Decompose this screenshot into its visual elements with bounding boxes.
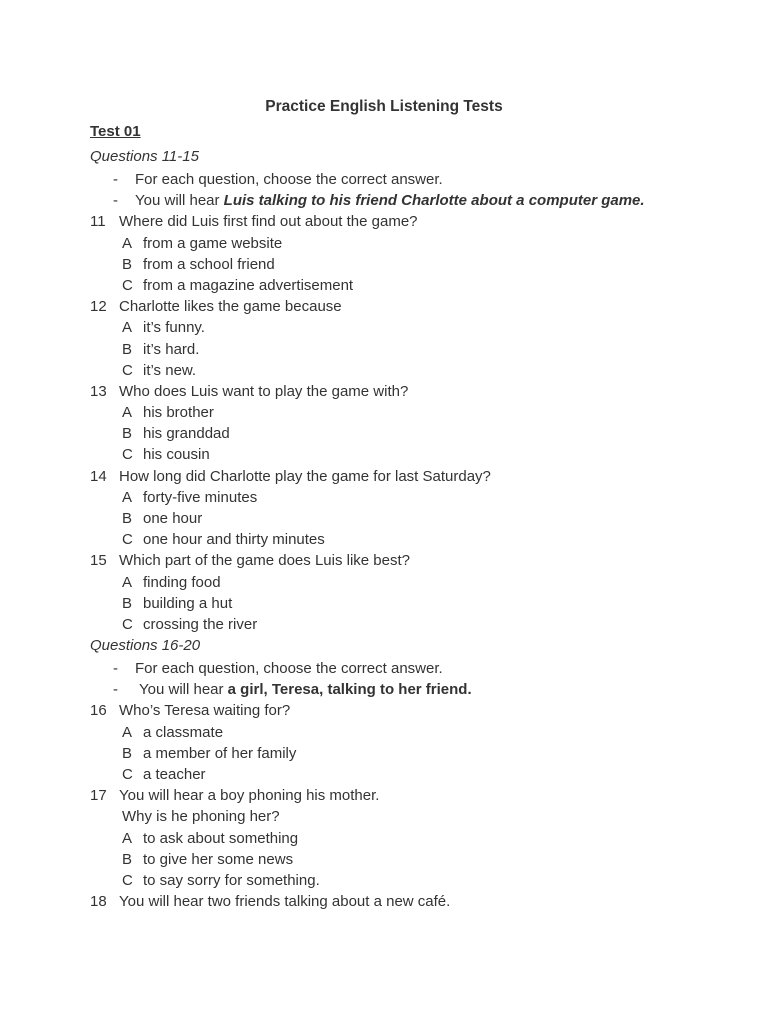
question-row — [90, 296, 730, 317]
option-letter: A — [122, 829, 133, 847]
section-heading: Questions 16-20 — [90, 637, 201, 654]
question-number: 17 — [90, 787, 107, 805]
bullet-dash: - — [113, 660, 118, 677]
option-row — [90, 849, 730, 870]
instruction-line — [90, 658, 730, 679]
option-text: a classmate — [143, 723, 224, 741]
instruction-text — [139, 679, 472, 700]
question-number: 18 — [90, 893, 107, 911]
option-letter: C — [122, 765, 133, 783]
option-letter: A — [122, 723, 133, 741]
option-text: from a magazine advertisement — [143, 276, 354, 294]
instruction-emphasis: Luis talking to his friend Charlotte about a computer game. — [223, 192, 645, 210]
option-letter: B — [122, 425, 133, 443]
option-text: to ask about something — [143, 829, 299, 847]
question-text: Which part of the game does Luis like best? — [119, 552, 410, 570]
section-questions-11-15 — [90, 145, 730, 635]
instruction-line — [90, 169, 730, 190]
option-letter: C — [122, 446, 133, 464]
question-number: 15 — [90, 552, 107, 570]
question-number: 13 — [90, 382, 107, 400]
question-row-continued — [90, 806, 730, 827]
option-letter: A — [122, 404, 133, 422]
option-letter: C — [122, 871, 133, 889]
question-number: 11 — [90, 213, 106, 231]
question-text: You will hear a boy phoning his mother. — [119, 787, 380, 805]
option-text: crossing the river — [143, 615, 258, 633]
option-text: a member of her family — [143, 744, 297, 762]
instruction-line — [90, 190, 730, 211]
option-text: it’s new. — [143, 361, 197, 379]
question-text-line2: Why is he phoning her? — [122, 808, 280, 826]
instruction-line — [90, 679, 730, 700]
option-row — [90, 764, 730, 785]
option-text: his brother — [143, 404, 214, 422]
option-row — [90, 870, 730, 891]
option-letter: B — [122, 744, 133, 762]
option-text: one hour — [143, 510, 203, 527]
option-text: his granddad — [143, 425, 230, 443]
question-row — [90, 891, 730, 912]
question-text: Where did Luis first find out about the game? — [119, 213, 418, 231]
question-number: 14 — [90, 467, 107, 485]
bullet-dash: - — [113, 681, 118, 699]
option-row — [90, 275, 730, 296]
option-row — [90, 444, 730, 465]
option-row — [90, 402, 730, 423]
option-letter: B — [122, 255, 133, 273]
instruction-text — [135, 190, 645, 211]
option-row — [90, 233, 730, 254]
option-text: building a hut — [143, 594, 233, 612]
option-row — [90, 722, 730, 743]
option-row — [90, 529, 730, 550]
option-letter: C — [122, 361, 133, 379]
instruction-text: For each question, choose the correct answer. — [135, 171, 443, 188]
option-row — [90, 317, 730, 338]
option-row — [90, 828, 730, 849]
option-text: from a game website — [143, 234, 283, 252]
option-letter: C — [122, 531, 133, 549]
option-text: from a school friend — [143, 255, 275, 273]
option-row — [90, 593, 730, 614]
question-text: Who does Luis want to play the game with? — [119, 382, 409, 400]
option-text: finding food — [143, 573, 221, 591]
test-label: Test 01 — [90, 123, 141, 140]
instruction-emphasis: a girl, Teresa, talking to her friend. — [227, 681, 472, 699]
bullet-dash: - — [113, 192, 118, 210]
option-text: his cousin — [143, 446, 210, 464]
question-row — [90, 211, 730, 232]
option-letter: A — [122, 488, 133, 506]
option-letter: B — [122, 340, 133, 358]
question-row — [90, 466, 730, 487]
option-text: forty-five minutes — [143, 488, 258, 506]
question-number: 16 — [90, 702, 107, 720]
option-row — [90, 614, 730, 635]
option-letter: C — [122, 276, 133, 294]
option-row — [90, 572, 730, 593]
instruction-prefix: You will hear — [135, 192, 224, 210]
option-letter: A — [122, 573, 133, 591]
option-row — [90, 508, 730, 529]
option-row — [90, 423, 730, 444]
option-letter: C — [122, 615, 133, 633]
option-row — [90, 339, 730, 360]
section-questions-16-20 — [90, 634, 730, 912]
question-row — [90, 381, 730, 402]
option-letter: B — [122, 510, 133, 527]
question-row — [90, 785, 730, 806]
option-letter: B — [122, 850, 133, 868]
option-row — [90, 743, 730, 764]
option-text: to say sorry for something. — [143, 871, 320, 889]
option-text: one hour and thirty minutes — [143, 531, 325, 549]
question-row — [90, 550, 730, 571]
instruction-text: For each question, choose the correct answer. — [135, 660, 443, 677]
page-title: Practice English Listening Tests — [265, 98, 503, 115]
question-text: How long did Charlotte play the game for last Saturday? — [119, 467, 491, 485]
instruction-prefix: You will hear — [139, 681, 228, 699]
question-text: You will hear two friends talking about a new café. — [119, 893, 451, 911]
option-letter: A — [122, 319, 133, 337]
question-text: Who’s Teresa waiting for? — [119, 702, 291, 720]
section-heading: Questions 11-15 — [90, 148, 199, 165]
option-row — [90, 360, 730, 381]
option-text: it’s funny. — [143, 319, 205, 337]
option-row — [90, 254, 730, 275]
bullet-dash: - — [113, 171, 118, 188]
question-text: Charlotte likes the game because — [119, 298, 342, 316]
option-text: it’s hard. — [143, 340, 200, 358]
question-number: 12 — [90, 298, 107, 316]
option-text: a teacher — [143, 765, 206, 783]
option-letter: B — [122, 594, 133, 612]
question-row — [90, 700, 730, 721]
option-text: to give her some news — [143, 850, 294, 868]
option-row — [90, 487, 730, 508]
option-letter: A — [122, 234, 133, 252]
